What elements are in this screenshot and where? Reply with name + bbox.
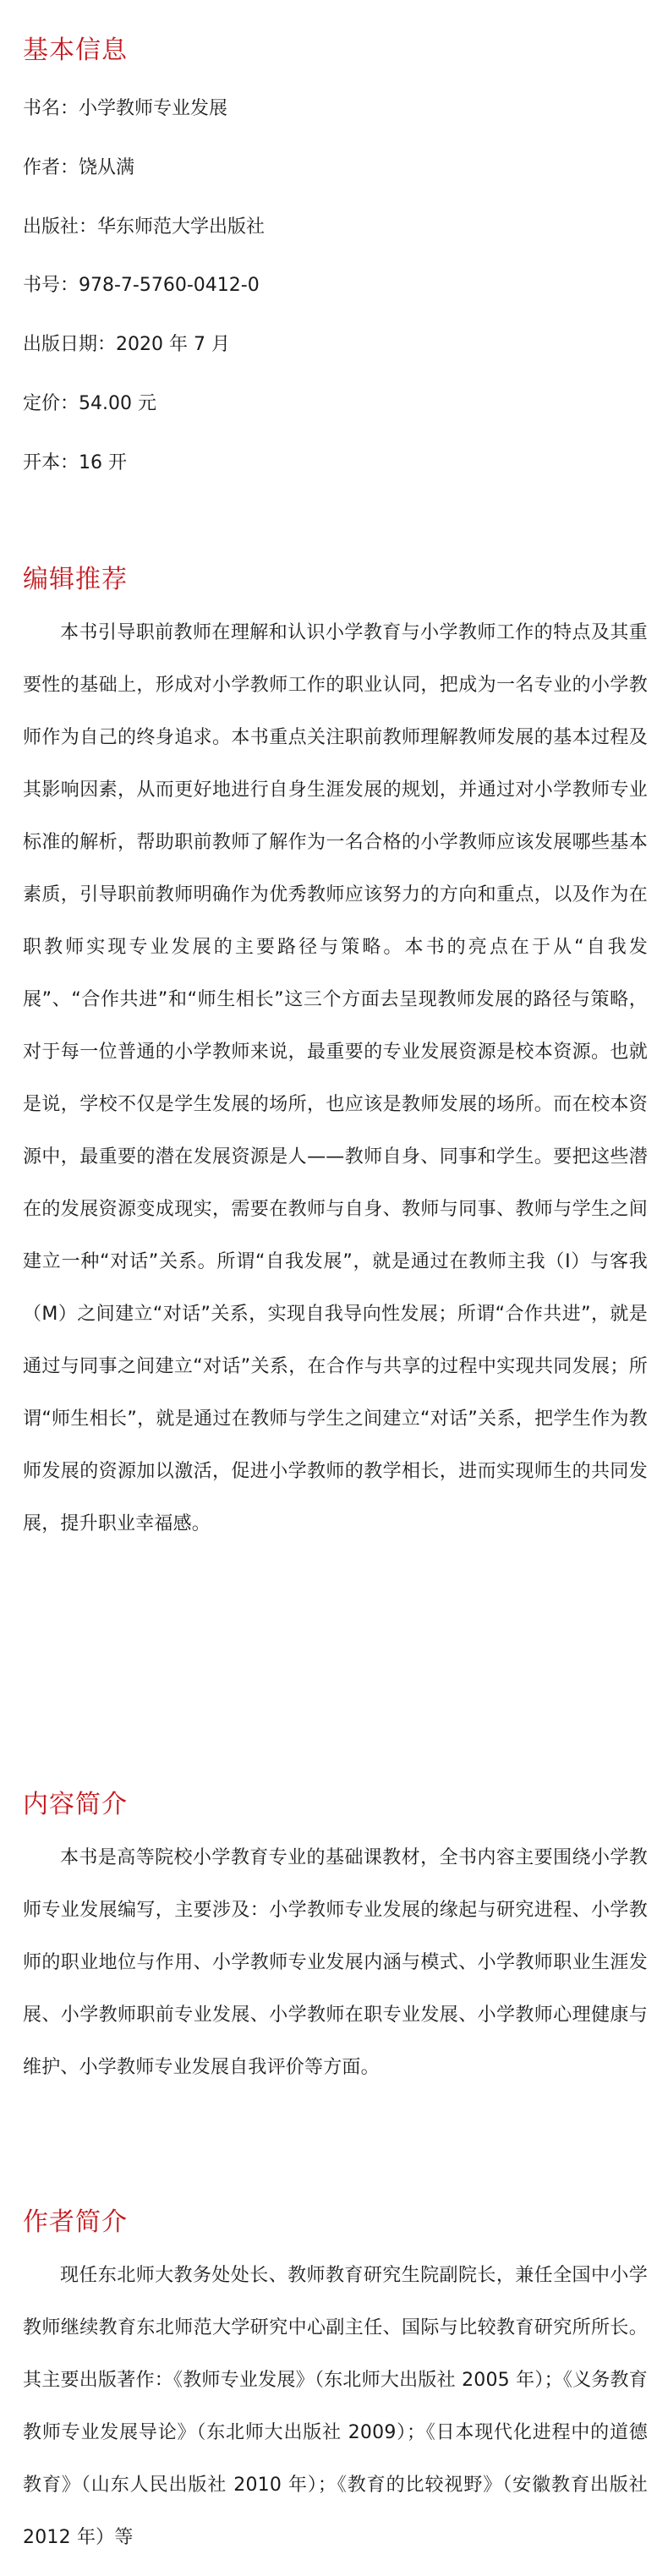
info-publisher: 出版社：华东师范大学出版社 [23, 216, 266, 238]
author-bio-heading: 作者简介 [23, 2207, 128, 2237]
editor-recommendation-heading: 编辑推荐 [23, 565, 128, 594]
info-isbn: 书号：978-7-5760-0412-0 [23, 275, 260, 296]
basic-info-heading: 基本信息 [23, 36, 128, 65]
content-summary-section [23, 1788, 648, 2094]
info-author: 作者：饶从满 [23, 157, 135, 178]
content-summary-text: 本书是高等院校小学教育专业的基础课教材，全书内容主要围绕小学教师专业发展编写，主要涉及：小学教师专业发展的缘起与研究进程、小学教师的职业地位与作用、小学教师专业发展内涵与模式、小学教师职业生涯发展、小学教师职前专业发展、小学教师在职专业发展、小学教师心理健康与维护、小学教师专业发展自我评价等方面。 [23, 1847, 648, 2078]
info-book-name: 书名：小学教师专业发展 [23, 98, 228, 119]
content-summary-heading: 内容简介 [23, 1790, 128, 1819]
info-price: 定价：54.00 元 [23, 393, 156, 414]
editor-recommendation-section [23, 563, 648, 1551]
author-bio-section [23, 2206, 648, 2564]
info-format: 开本：16 开 [23, 452, 127, 473]
editor-recommendation-text: 本书引导职前教师在理解和认识小学教育与小学教师工作的特点及其重要性的基础上，形成对小学教师工作的职业认同，把成为一名专业的小学教师作为自己的终身追求。本书重点关注职前教师理解教师发展的基本过程及其影响因素，从而更好地进行自身生涯发展的规划，并通过对小学教师专业标准的解析，帮助职前教师了解作为一名合格的小学教师应该发展哪些基本素质，引导职前教师明确作为优秀教师应该努力的方向和重点，以及作为在职教师实现专业发展的主要路径与策略。本书的亮点在于从“自我发展”、“合作共进”和“师生相长”这三个方面去呈现教师发展的路径与策略，对于每一位普通的小学教师来说，最重要的专业发展资源是校本资源。也就是说，学校不仅是学生发展的场所，也应该是教师发展的场所。而在校本资源中，最重要的潜在发展资源是人——教师自身、同事和学生。要把这些潜在的发展资源变成现实，需要在教师与自身、教师与同事、教师与学生之间建立一种“对话”关系。所谓“自我发展”，就是通过在教师主我（I）与客我（M）之间建立“对话”关系，实现自我导向性发展；所谓“合作共进”，就是通过与同事之间建立“对话”关系，在合作与共享的过程中实现共同发展；所谓“师生相长”，就是通过在教师与学生之间建立“对话”关系，把学生作为教师发展的资源加以激活，促进小学教师的教学相长，进而实现师生的共同发展，提升职业幸福感。 [23, 622, 648, 1534]
info-publish-date: 出版日期：2020 年 7 月 [23, 334, 230, 355]
basic-info-section [23, 34, 648, 68]
author-bio-text: 现任东北师大教务处处长、教师教育研究生院副院长，兼任全国中小学教师继续教育东北师范大学研究中心副主任、国际与比较教育研究所所长。其主要出版著作：《教师专业发展》（东北师大出版社 2005 年）；《义务教育教师专业发展导论》（东北师大出版社 2009）；《日本现代化进程中的道德教育》（山东人民出版社 2010 年）；《教育的比较视野》（安徽教育出版社 2012 年）等 [23, 2265, 648, 2548]
